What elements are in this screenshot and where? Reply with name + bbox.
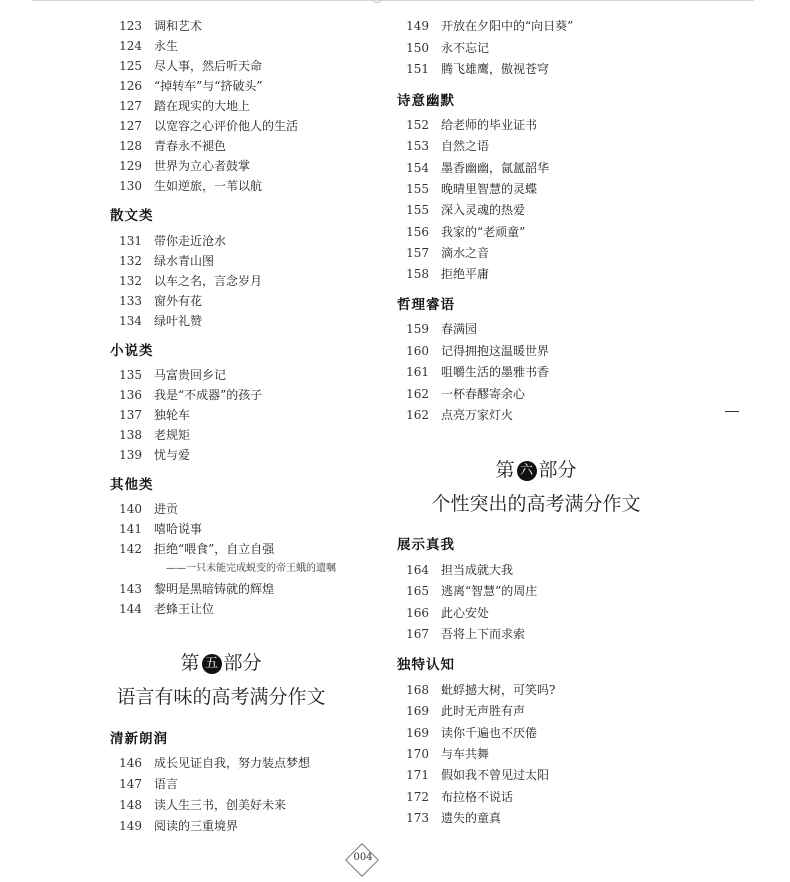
- toc-entry-title: 晚晴里智慧的灵蝶: [441, 181, 538, 196]
- toc-entry-page: 143: [119, 582, 142, 596]
- toc-entry-page: 132: [119, 254, 142, 268]
- toc-entry-title: 记得拥抱这温暖世界: [441, 343, 550, 358]
- toc-entry-page: 170: [406, 746, 429, 761]
- toc-entry-title: 绿叶礼赞: [154, 314, 203, 328]
- part-five-suffix: 部分: [223, 652, 262, 674]
- toc-entry-page: 157: [406, 245, 429, 260]
- toc-entry-page: 129: [119, 159, 142, 173]
- toc-entry-page: 140: [119, 502, 142, 516]
- toc-entry-title: 咀嚼生活的墨雅书香: [441, 365, 550, 379]
- toc-entry-title: 生如逆旅，一苇以航: [154, 179, 263, 193]
- toc-entry-page: 150: [406, 40, 429, 55]
- toc-entry-title: 以宽容之心评价他人的生活: [154, 119, 299, 133]
- toc-entry-title: 深入灵魂的热爱: [441, 203, 526, 218]
- toc-entry-page: 152: [406, 118, 429, 132]
- toc-entry-page: 128: [119, 139, 142, 153]
- toc-entry-title: 遗失的童真: [441, 810, 502, 825]
- section-heading-unique: 独特认知: [397, 657, 455, 673]
- page-number-box: [348, 846, 378, 876]
- toc-entry-title: 给老师的毕业证书: [441, 118, 538, 132]
- toc-entry-page: 149: [406, 19, 429, 33]
- part-five-prefix: 第: [180, 652, 200, 674]
- toc-entry-page: 141: [119, 522, 142, 536]
- toc-entry-title: 嘻哈说事: [154, 522, 203, 536]
- toc-entry-page: 137: [119, 408, 142, 422]
- toc-entry-page: 160: [406, 343, 429, 358]
- toc-entry-page: 127: [119, 99, 142, 113]
- toc-entry-title: 独轮车: [154, 408, 191, 422]
- section-heading-prose: 散文类: [110, 208, 154, 224]
- toc-entry-title: 开放在夕阳中的“向日葵”: [441, 19, 574, 33]
- toc-entry-title: 假如我不曾见过太阳: [441, 768, 550, 783]
- section-heading-wisdom: 哲理睿语: [397, 297, 455, 313]
- part-six-suffix: 部分: [538, 459, 577, 481]
- toc-entry-title: 滴水之音: [441, 245, 490, 260]
- toc-entry-page: 165: [406, 584, 429, 599]
- toc-entry-title: 进贡: [154, 502, 179, 516]
- toc-entry-page: 126: [119, 79, 142, 93]
- section-heading-novel: 小说类: [110, 343, 154, 359]
- entry-subtitle: ——一只未能完成蜕变的帝王蛾的遗嘱: [166, 563, 336, 574]
- part-number-badge: 六: [517, 461, 537, 481]
- toc-entry-title: 老规矩: [154, 428, 191, 442]
- toc-entry-page: 155: [406, 203, 429, 218]
- toc-entry-title: 吾将上下而求索: [441, 626, 526, 641]
- part-five-title: 语言有味的高考满分作文: [116, 686, 326, 708]
- toc-entry-title: 此时无声胜有声: [441, 704, 526, 719]
- toc-entry-page: 162: [406, 386, 429, 401]
- toc-entry-title: 绿水青山图: [154, 254, 215, 268]
- toc-entry-title: 成长见证自我，努力装点梦想: [154, 756, 311, 770]
- toc-entry-title: 春满园: [441, 322, 478, 336]
- part-six-prefix: 第: [495, 459, 515, 481]
- part-five-heading: [110, 650, 332, 676]
- toc-entry-page: 156: [406, 224, 429, 239]
- page-number: 004: [353, 852, 373, 863]
- toc-entry-page: 161: [406, 365, 429, 379]
- toc-entry-title: 尽人事，然后听天命: [154, 59, 263, 73]
- toc-entry-title: 阅读的三重境界: [154, 819, 239, 833]
- toc-entry-page: 155: [406, 181, 429, 196]
- toc-entry-page: 125: [119, 59, 142, 73]
- toc-entry-page: 162: [406, 408, 429, 422]
- toc-entry-page: 131: [119, 234, 142, 248]
- toc-entry-page: 124: [119, 39, 142, 53]
- toc-entry-page: 130: [119, 179, 142, 193]
- toc-entry-page: 139: [119, 448, 142, 462]
- toc-entry-title: 调和艺术: [154, 19, 203, 33]
- section-heading-fresh: 清新朗润: [110, 731, 168, 747]
- top-ornament: [372, 0, 382, 3]
- toc-entry-page: 135: [119, 368, 142, 382]
- toc-entry-title: 以车之名，言念岁月: [154, 274, 263, 288]
- toc-entry-title: 黎明是黑暗铸就的辉煌: [154, 582, 275, 596]
- toc-entry-title: 逃离“智慧”的周庄: [441, 584, 538, 599]
- toc-entry-page: 149: [119, 819, 142, 833]
- toc-entry-title: 拒绝“喂食”，自立自强: [154, 542, 275, 556]
- margin-dash: [725, 411, 739, 412]
- top-rule: [32, 0, 754, 1]
- toc-entry-page: 158: [406, 267, 429, 282]
- toc-entry-title: 语言: [154, 777, 179, 791]
- part-number-badge: 五: [202, 654, 222, 674]
- toc-entry-title: 老蜂王让位: [154, 602, 215, 616]
- toc-entry-page: 154: [406, 160, 429, 175]
- toc-entry-title: 拒绝平庸: [441, 267, 490, 282]
- toc-entry-title: 自然之语: [441, 139, 490, 154]
- toc-entry-page: 173: [406, 810, 429, 825]
- toc-entry-title: 永不忘记: [441, 40, 490, 55]
- toc-entry-page: 146: [119, 756, 142, 770]
- toc-entry-page: 144: [119, 602, 142, 616]
- toc-entry-page: 134: [119, 314, 142, 328]
- toc-entry-page: 171: [406, 768, 429, 783]
- toc-entry-title: 担当成就大我: [441, 563, 514, 577]
- toc-entry-page: 136: [119, 388, 142, 402]
- toc-entry-page: 168: [406, 683, 429, 697]
- toc-entry-page: 172: [406, 789, 429, 804]
- toc-entry-page: 169: [406, 725, 429, 740]
- toc-entry-title: 读人生三书，创美好未来: [154, 798, 287, 812]
- toc-entry-title: 窗外有花: [154, 294, 203, 308]
- part-six-title: 个性突出的高考满分作文: [431, 493, 641, 515]
- part-six-heading: [397, 457, 675, 483]
- toc-entry-page: 123: [119, 19, 142, 33]
- toc-entry-title: 世界为立心者鼓掌: [154, 159, 251, 173]
- section-heading-poetic: 诗意幽默: [397, 93, 455, 109]
- toc-entry-title: 忧与爱: [154, 448, 191, 462]
- toc-entry-title: 蚍蜉撼大树，可笑吗?: [441, 683, 556, 697]
- toc-entry-page: 151: [406, 62, 429, 76]
- toc-entry-title: 踏在现实的大地上: [154, 99, 251, 113]
- toc-entry-title: 马富贵回乡记: [154, 368, 227, 382]
- toc-entry-page: 147: [119, 777, 142, 791]
- toc-entry-title: 此心安处: [441, 605, 490, 620]
- toc-entry-title: 点亮万家灯火: [441, 408, 514, 422]
- toc-entry-title: 我是“不成器”的孩子: [154, 388, 263, 402]
- section-heading-other: 其他类: [110, 477, 154, 493]
- toc-entry-page: 132: [119, 274, 142, 288]
- toc-entry-title: 一杯春醪寄余心: [441, 386, 526, 401]
- toc-entry-title: 读你千遍也不厌倦: [441, 725, 538, 740]
- toc-entry-page: 164: [406, 563, 429, 577]
- toc-entry-page: 159: [406, 322, 429, 336]
- toc-entry-title: 腾飞雄鹰，傲视苍穹: [441, 62, 550, 76]
- toc-entry-title: 布拉格不说话: [441, 789, 514, 804]
- toc-entry-title: 青春永不褪色: [154, 139, 227, 153]
- toc-entry-page: 148: [119, 798, 142, 812]
- toc-entry-page: 153: [406, 139, 429, 154]
- toc-entry-title: 与车共舞: [441, 746, 490, 761]
- toc-entry-page: 138: [119, 428, 142, 442]
- toc-entry-title: 我家的“老顽童”: [441, 224, 526, 239]
- section-heading-self: 展示真我: [397, 537, 455, 553]
- toc-entry-page: 167: [406, 626, 429, 641]
- toc-entry-page: 133: [119, 294, 142, 308]
- toc-entry-title: 墨香幽幽，氤氲韶华: [441, 160, 550, 175]
- toc-entry-page: 127: [119, 119, 142, 133]
- toc-entry-page: 169: [406, 704, 429, 719]
- toc-entry-page: 142: [119, 542, 142, 556]
- toc-entry-page: 166: [406, 605, 429, 620]
- toc-entry-title: “掉转车”与“挤破头”: [154, 79, 263, 93]
- toc-entry-title: 永生: [154, 39, 179, 53]
- toc-entry-title: 带你走近沧水: [154, 234, 227, 248]
